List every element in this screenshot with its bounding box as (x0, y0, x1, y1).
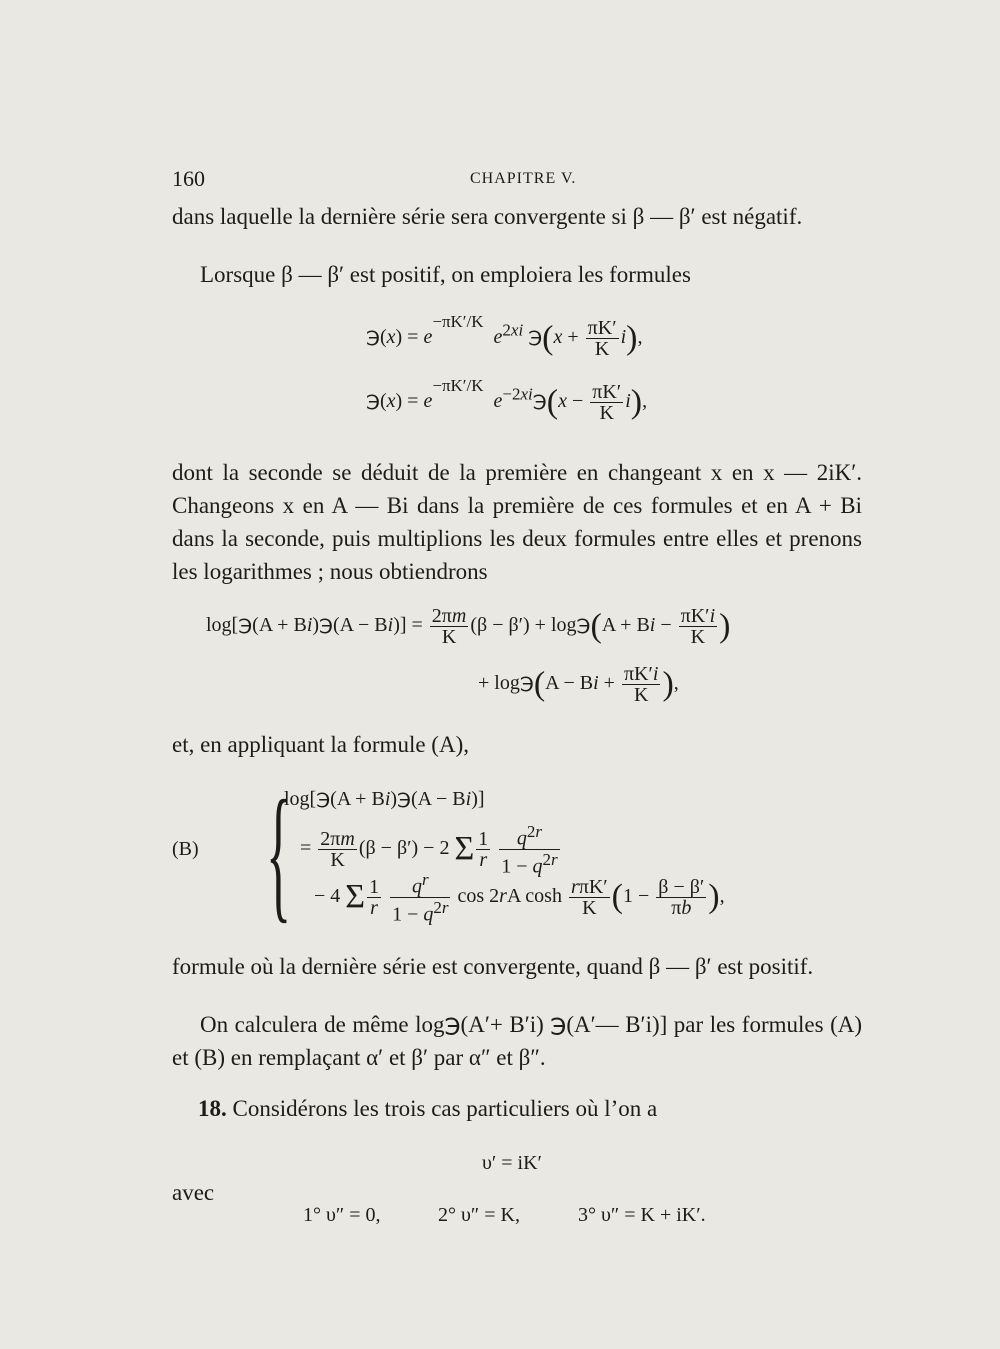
paragraph-2: Lorsque β — β′ est positif, on emploiera les formules (200, 262, 691, 287)
equation-1: ℈(x) = $e^{-\pi K'/K}$ $e^{2xi}$ ℈(x + $\frac{\pi K'}{K}$ i), (366, 312, 643, 360)
section-number: 18. (198, 1096, 227, 1121)
formula-b-line-1: log[℈(A + Bi)℈(A − Bi)] (284, 788, 485, 810)
formula-b-line-3: − 4 Σ $\frac{1}{r}$ $\frac{q^r}{1 - q^{2r}}$ cos 2rA cosh $\frac{\text{rπK′}}{K}$ (1 − $\frac{\beta - \beta'}{\pi b}$ ), (314, 870, 725, 926)
page-number: 160 (172, 166, 205, 191)
equation-3-line-2: + log℈(A − Bi + $\frac{\pi K'i}{K}$ ), (478, 663, 679, 706)
paragraph-5: formule où la dernière série est convergente, quand β — β′ est positif. (172, 954, 814, 979)
paragraph-7 (198, 1092, 657, 1125)
paragraph-6: On calculera de même log℈(A′+ B′i) ℈(A′— B′i)] par les formules (A) et (B) en remplaçant α′ et β′ par α″ et β″. (172, 1012, 862, 1070)
formula-b-label: (B) (172, 838, 199, 860)
running-header: CHAPITRE V. (470, 170, 577, 187)
paragraph-8: avec (172, 1180, 215, 1205)
equation-4: υ′ = iK′ (482, 1152, 542, 1174)
formula-b-line-2: = $\frac{2\pi m}{K}$ (β − β′) − 2 Σ $\frac{1}{r}$ $\frac{q^{2r}}{1 - q^{2r}}$ (300, 822, 558, 878)
left-brace: { (266, 770, 292, 936)
equation-2: ℈(x) = $e^{-\pi K'/K}$ $e^{-2xi}℈(x$ − $\frac{\pi K'}{K}$ i), (366, 376, 648, 424)
paragraph-7-text: Considérons les trois cas particuliers où l’on a (232, 1096, 658, 1121)
equation-3-line-1: log[℈(A + Bi)℈(A − Bi)] = $\frac{2\pi m}{K}$ (β − β′) + log℈(A + Bi − $\frac{\pi K'i}{K}$ ) (206, 605, 731, 648)
paragraph-3: dont la seconde se déduit de la première en changeant x en x — 2iK′. Changeons x en A — Bi dans la première de ces formules et en A + Bi dans la seconde, puis multiplions les deux formules entre elles et prenons les logarithmes ; nous obtiendrons (172, 460, 862, 584)
paragraph-1: dans laquelle la dernière série sera convergente si β — β′ est négatif. (172, 204, 803, 229)
paragraph-4: et, en appliquant la formule (A), (172, 732, 469, 757)
case-1: 1° υ″ = 0, (303, 1204, 381, 1226)
case-2: 2° υ″ = K, (438, 1204, 520, 1226)
case-3: 3° υ″ = K + iK′. (578, 1204, 706, 1226)
